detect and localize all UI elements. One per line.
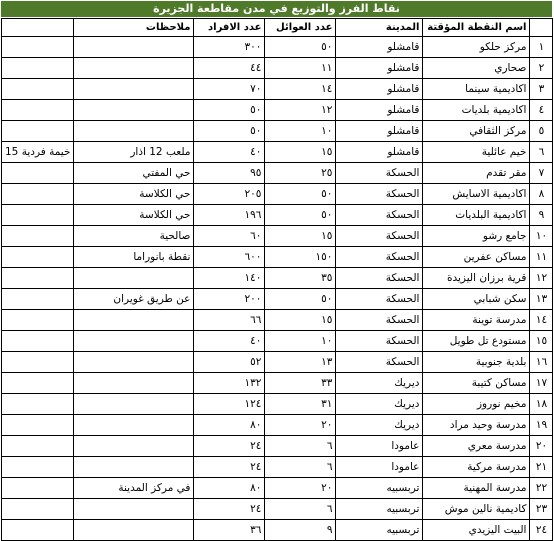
cell-number: ٢ (530, 58, 553, 79)
cell-number: ٧ (530, 163, 553, 184)
cell-point-name: اكاديمية سينما (423, 79, 530, 100)
table-row (2, 247, 553, 268)
cell-city: الحسكة (336, 163, 423, 184)
cell-individuals: ٨٠ (194, 415, 265, 436)
cell-individuals: ٢٤ (194, 457, 265, 478)
cell-extra (2, 268, 74, 289)
table-row (2, 205, 553, 226)
header-families: عدد العوائل (265, 19, 336, 37)
cell-point-name: مدرسة مركية (423, 457, 530, 478)
cell-number: ١٩ (530, 415, 553, 436)
cell-notes: حي المفتي (74, 163, 194, 184)
cell-number: ٦ (530, 142, 553, 163)
cell-city: الحسكة (336, 289, 423, 310)
cell-families: ١٥٠ (265, 247, 336, 268)
cell-extra (2, 310, 74, 331)
cell-individuals: ٤٤ (194, 58, 265, 79)
cell-point-name: اكاديمية البلديات (423, 205, 530, 226)
table-row (2, 394, 553, 415)
cell-number: ١٦ (530, 352, 553, 373)
cell-families: ٩ (265, 520, 336, 541)
cell-point-name: سكن شبابي (423, 289, 530, 310)
cell-city: قامشلو (336, 37, 423, 58)
cell-families: ٢٠ (265, 478, 336, 499)
cell-point-name: البيت اليزيدي (423, 520, 530, 541)
cell-city: ديريك (336, 415, 423, 436)
cell-individuals: ٨٠ (194, 478, 265, 499)
header-notes: ملاحظات (74, 19, 194, 37)
cell-notes (74, 331, 194, 352)
cell-extra (2, 331, 74, 352)
cell-extra (2, 100, 74, 121)
cell-families: ٢٥ (265, 163, 336, 184)
cell-point-name: مدرسة معري (423, 436, 530, 457)
cell-families: ١١ (265, 58, 336, 79)
header-row (2, 19, 553, 37)
table-row (2, 268, 553, 289)
cell-city: تربسبيه (336, 520, 423, 541)
cell-point-name: بلدية جنوبية (423, 352, 530, 373)
cell-notes (74, 457, 194, 478)
cell-notes (74, 415, 194, 436)
cell-individuals: ١٤٠ (194, 268, 265, 289)
table-row (2, 457, 553, 478)
cell-families: ١٥ (265, 142, 336, 163)
cell-extra (2, 373, 74, 394)
cell-point-name: مدرسة وحيد مراد (423, 415, 530, 436)
table-row (2, 163, 553, 184)
cell-notes: صالحية (74, 226, 194, 247)
cell-point-name: خيم عائلية (423, 142, 530, 163)
cell-number: ٢٠ (530, 436, 553, 457)
cell-point-name: مقر تقدم (423, 163, 530, 184)
table-row (2, 37, 553, 58)
header-individuals: عدد الافراد (194, 19, 265, 37)
table-title: نقاط الفرز والتوزيع في مدن مقاطعة الجزيرة (1, 1, 552, 17)
cell-extra (2, 37, 74, 58)
cell-city: تربسبيه (336, 499, 423, 520)
cell-point-name: كاديمية نالين موش (423, 499, 530, 520)
header-extra (2, 19, 74, 37)
cell-families: ٣٥ (265, 268, 336, 289)
cell-extra (2, 247, 74, 268)
cell-notes (74, 310, 194, 331)
cell-families: ٥٠ (265, 184, 336, 205)
cell-individuals: ٤٠ (194, 142, 265, 163)
cell-notes (74, 436, 194, 457)
cell-number: ١٣ (530, 289, 553, 310)
table-row (2, 436, 553, 457)
cell-point-name: قرية برزان اليزيدة (423, 268, 530, 289)
cell-city: ديريك (336, 394, 423, 415)
cell-number: ١٠ (530, 226, 553, 247)
cell-notes (74, 352, 194, 373)
cell-number: ٢٣ (530, 499, 553, 520)
cell-notes (74, 520, 194, 541)
cell-number: ١٧ (530, 373, 553, 394)
cell-extra (2, 163, 74, 184)
table-row (2, 415, 553, 436)
distribution-points-table (1, 18, 553, 541)
cell-number: ٩ (530, 205, 553, 226)
cell-families: ١٢ (265, 100, 336, 121)
cell-point-name: مدرسة توينة (423, 310, 530, 331)
cell-individuals: ٢٠٠ (194, 289, 265, 310)
cell-individuals: ٢٤ (194, 436, 265, 457)
cell-extra (2, 436, 74, 457)
cell-city: قامشلو (336, 58, 423, 79)
cell-individuals: ٢٠٥ (194, 184, 265, 205)
cell-city: الحسكة (336, 331, 423, 352)
cell-point-name: مساكن عفرين (423, 247, 530, 268)
cell-extra (2, 205, 74, 226)
cell-families: ١٥ (265, 226, 336, 247)
cell-city: تربسبيه (336, 478, 423, 499)
cell-point-name: مستودع تل طويل (423, 331, 530, 352)
cell-individuals: ١٩٦ (194, 205, 265, 226)
cell-extra (2, 520, 74, 541)
cell-individuals: ٥٢ (194, 352, 265, 373)
table-row (2, 352, 553, 373)
table-row (2, 58, 553, 79)
cell-notes (74, 37, 194, 58)
cell-number: ٢٢ (530, 478, 553, 499)
table-row (2, 289, 553, 310)
cell-extra (2, 79, 74, 100)
cell-notes: حي الكلاسة (74, 184, 194, 205)
cell-notes: حي الكلاسة (74, 205, 194, 226)
cell-city: الحسكة (336, 268, 423, 289)
cell-extra (2, 394, 74, 415)
cell-individuals: ٥٠ (194, 121, 265, 142)
cell-families: ٣١ (265, 394, 336, 415)
cell-city: الحسكة (336, 184, 423, 205)
cell-notes: عن طريق غويران (74, 289, 194, 310)
cell-extra (2, 184, 74, 205)
cell-notes: ملعب 12 اذار (74, 142, 194, 163)
cell-notes: نقطة بانوراما (74, 247, 194, 268)
cell-individuals: ٣٦ (194, 520, 265, 541)
cell-point-name: اكاديمية بلديات (423, 100, 530, 121)
cell-point-name: جامع رشو (423, 226, 530, 247)
cell-families: ٦ (265, 499, 336, 520)
table-row (2, 373, 553, 394)
cell-individuals: ٤٠ (194, 331, 265, 352)
cell-individuals: ٣٠٠ (194, 37, 265, 58)
cell-extra (2, 289, 74, 310)
cell-families: ٦ (265, 457, 336, 478)
cell-notes: في مركز المدينة (74, 478, 194, 499)
cell-families: ٥٠ (265, 205, 336, 226)
cell-individuals: ١٣٢ (194, 373, 265, 394)
cell-point-name: مدرسة المهنية (423, 478, 530, 499)
cell-extra (2, 499, 74, 520)
cell-extra: خيمة فردية 15 (2, 142, 74, 163)
cell-number: ٢٤ (530, 520, 553, 541)
header-city: المدينة (336, 19, 423, 37)
cell-point-name: مركز الثقافي (423, 121, 530, 142)
cell-individuals: ٩٥ (194, 163, 265, 184)
cell-number: ١١ (530, 247, 553, 268)
cell-extra (2, 121, 74, 142)
cell-number: ١ (530, 37, 553, 58)
cell-individuals: ٧٠ (194, 79, 265, 100)
cell-number: ١٨ (530, 394, 553, 415)
cell-notes (74, 268, 194, 289)
cell-notes (74, 58, 194, 79)
cell-number: ١٢ (530, 268, 553, 289)
cell-city: قامشلو (336, 100, 423, 121)
cell-extra (2, 226, 74, 247)
cell-families: ٣٣ (265, 373, 336, 394)
cell-point-name: اكاديمية الاسايش (423, 184, 530, 205)
cell-families: ٢٠ (265, 415, 336, 436)
table-row (2, 121, 553, 142)
cell-city: عامودا (336, 436, 423, 457)
cell-families: ١٠ (265, 331, 336, 352)
cell-families: ١٤ (265, 79, 336, 100)
cell-notes (74, 499, 194, 520)
cell-families: ٥٠ (265, 37, 336, 58)
cell-individuals: ٦٠٠ (194, 247, 265, 268)
cell-notes (74, 394, 194, 415)
cell-point-name: مخيم نوروز (423, 394, 530, 415)
cell-notes (74, 121, 194, 142)
table-row (2, 331, 553, 352)
cell-number: ٥ (530, 121, 553, 142)
cell-city: قامشلو (336, 79, 423, 100)
cell-city: الحسكة (336, 352, 423, 373)
cell-individuals: ٦٦ (194, 310, 265, 331)
cell-number: ٨ (530, 184, 553, 205)
cell-point-name: مركز حلكو (423, 37, 530, 58)
cell-notes (74, 100, 194, 121)
table-row (2, 142, 553, 163)
cell-extra (2, 457, 74, 478)
cell-number: ٣ (530, 79, 553, 100)
cell-families: ١٣ (265, 352, 336, 373)
cell-families: ٦ (265, 436, 336, 457)
table-row (2, 226, 553, 247)
cell-families: ١٥ (265, 310, 336, 331)
cell-city: عامودا (336, 457, 423, 478)
table-row (2, 100, 553, 121)
cell-city: الحسكة (336, 226, 423, 247)
table-row (2, 520, 553, 541)
cell-point-name: مساكن كتيبة (423, 373, 530, 394)
cell-families: ١٠ (265, 121, 336, 142)
cell-individuals: ٥٠ (194, 100, 265, 121)
cell-point-name: صحاري (423, 58, 530, 79)
cell-individuals: ٦٠ (194, 226, 265, 247)
cell-extra (2, 352, 74, 373)
cell-notes (74, 79, 194, 100)
cell-extra (2, 415, 74, 436)
cell-city: قامشلو (336, 121, 423, 142)
cell-individuals: ١٢٤ (194, 394, 265, 415)
cell-city: الحسكة (336, 247, 423, 268)
cell-city: قامشلو (336, 142, 423, 163)
cell-number: ١٤ (530, 310, 553, 331)
table-row (2, 499, 553, 520)
cell-number: ٤ (530, 100, 553, 121)
cell-number: ١٥ (530, 331, 553, 352)
cell-families: ٥٠ (265, 289, 336, 310)
cell-number: ٢١ (530, 457, 553, 478)
cell-extra (2, 58, 74, 79)
cell-city: الحسكة (336, 205, 423, 226)
cell-city: الحسكة (336, 310, 423, 331)
header-number (530, 19, 553, 37)
table-row (2, 79, 553, 100)
table-row (2, 310, 553, 331)
cell-individuals: ٢٤ (194, 499, 265, 520)
cell-notes (74, 373, 194, 394)
cell-extra (2, 478, 74, 499)
table-row (2, 184, 553, 205)
header-point-name: اسم النقطة المؤقتة (423, 19, 530, 37)
cell-city: ديريك (336, 373, 423, 394)
table-row (2, 478, 553, 499)
